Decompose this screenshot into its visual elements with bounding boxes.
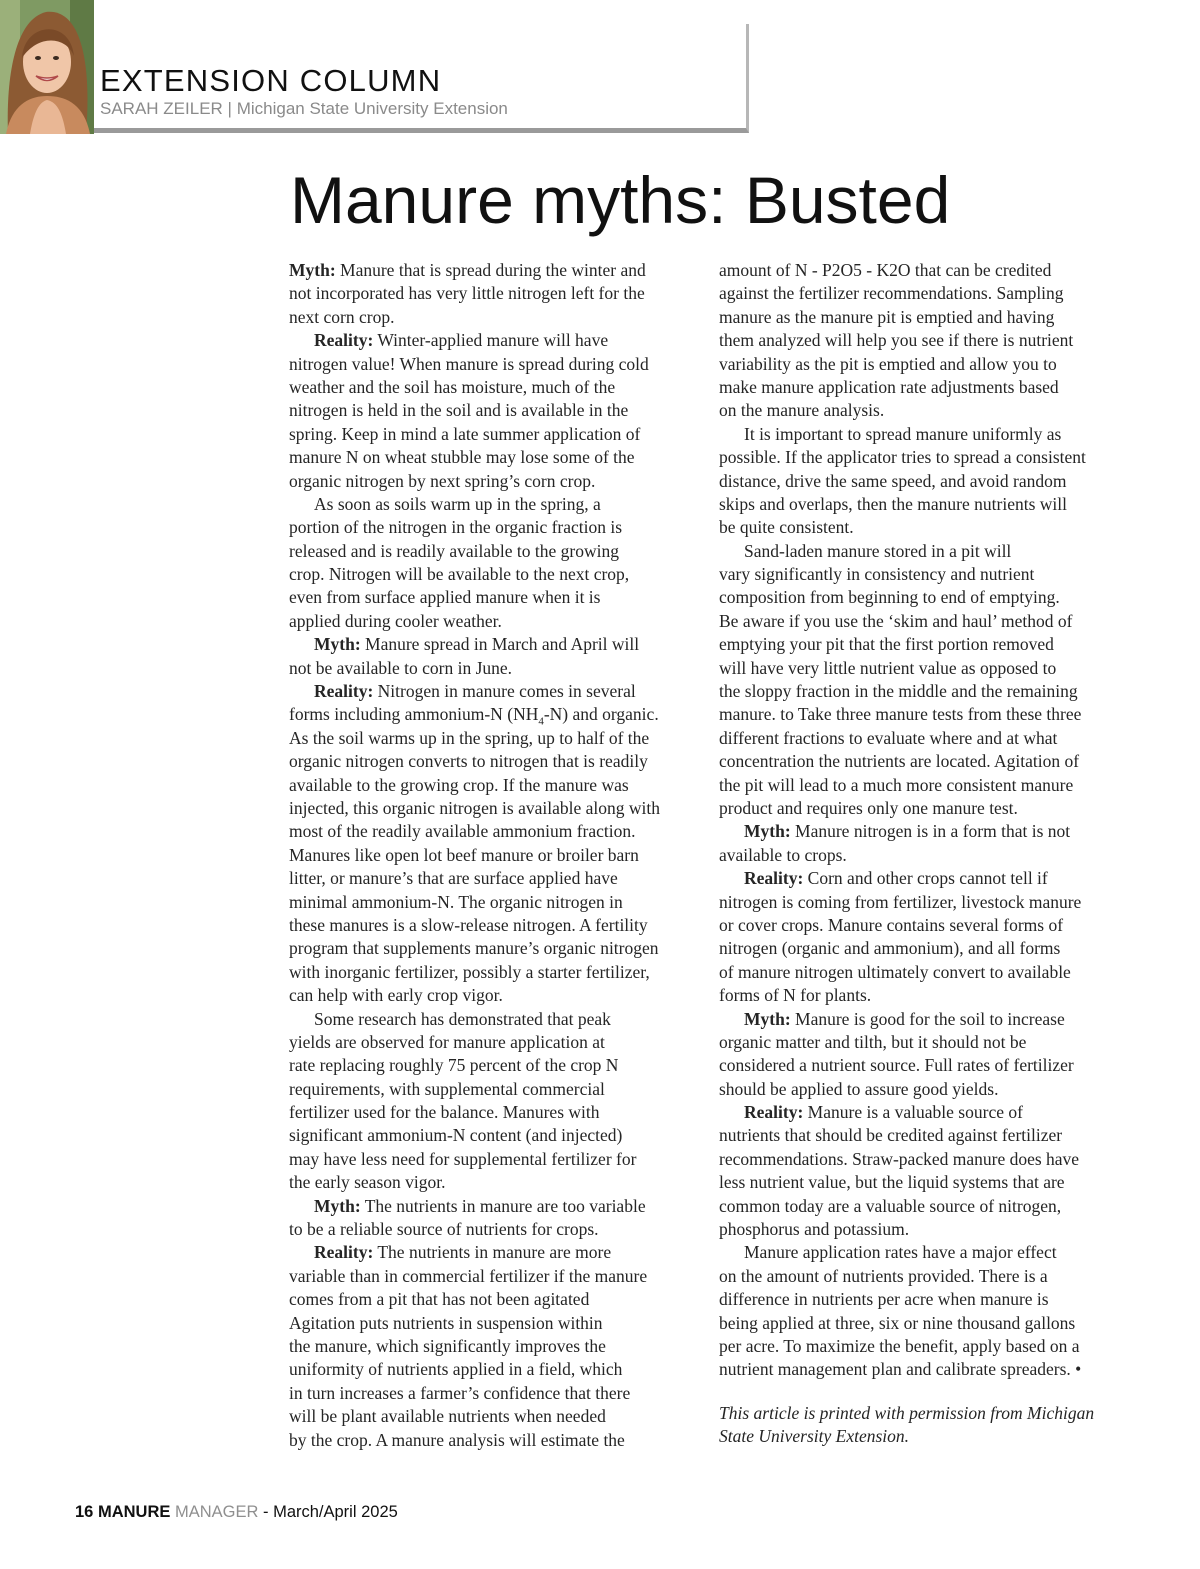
text-line bbox=[289, 820, 697, 843]
text-line bbox=[719, 282, 1129, 305]
text-line bbox=[289, 353, 697, 376]
line-text: released and is readily available to the growing bbox=[289, 540, 619, 561]
line-text: Nitrogen in manure comes in several bbox=[377, 681, 636, 702]
text-line bbox=[289, 1335, 697, 1358]
text-line bbox=[719, 727, 1129, 750]
text-line bbox=[719, 1195, 1129, 1218]
line-text: being applied at three, six or nine thousand gallons bbox=[719, 1312, 1076, 1333]
byline bbox=[100, 99, 508, 119]
text-line bbox=[289, 1288, 697, 1311]
text-line bbox=[719, 563, 1129, 586]
line-text: different fractions to evaluate where and at what bbox=[719, 727, 1058, 748]
line-text: As soon as soils warm up in the spring, a bbox=[314, 493, 601, 514]
line-text: It is important to spread manure uniformly as bbox=[744, 423, 1062, 444]
article-headline: Manure myths: Busted bbox=[290, 163, 951, 237]
text-line bbox=[719, 1358, 1129, 1381]
line-text: skips and overlaps, then the manure nutrients will bbox=[719, 493, 1067, 514]
text-line bbox=[719, 1148, 1129, 1171]
text-line bbox=[289, 891, 697, 914]
text-line bbox=[719, 1078, 1129, 1101]
myth-reality-label: Reality: bbox=[744, 868, 804, 889]
article-column-right bbox=[719, 259, 1129, 1449]
text-line bbox=[289, 399, 697, 422]
line-text: fertilizer used for the balance. Manures with bbox=[289, 1102, 600, 1123]
author-organization: Michigan State University Extension bbox=[236, 99, 508, 118]
line-text: The nutrients in manure are more bbox=[377, 1242, 612, 1263]
line-text: program that supplements manure’s organic nitrogen bbox=[289, 938, 659, 959]
line-text: Manure nitrogen is in a form that is not bbox=[795, 821, 1071, 842]
line-text: most of the readily available ammonium fraction. bbox=[289, 821, 636, 842]
magazine-name-light: MANAGER bbox=[174, 1503, 259, 1521]
text-line bbox=[719, 470, 1129, 493]
text-line bbox=[719, 306, 1129, 329]
line-text: available to crops. bbox=[719, 844, 847, 865]
spacer bbox=[719, 1382, 1129, 1402]
text-line bbox=[719, 1312, 1129, 1335]
line-text: common today are a valuable source of nitrogen, bbox=[719, 1195, 1062, 1216]
text-line bbox=[289, 306, 697, 329]
line-text: next corn crop. bbox=[289, 306, 395, 327]
line-text: litter, or manure’s that are surface applied have bbox=[289, 868, 618, 889]
line-text: nitrogen is coming from fertilizer, livestock manure bbox=[719, 891, 1082, 912]
text-line bbox=[719, 259, 1129, 282]
line-text: significant ammonium-N content (and injected) bbox=[289, 1125, 623, 1146]
myth-reality-label: Myth: bbox=[314, 634, 361, 655]
line-text: will be plant available nutrients when needed bbox=[289, 1406, 606, 1427]
line-text: nitrogen is held in the soil and is available in the bbox=[289, 400, 629, 421]
text-line bbox=[289, 1101, 697, 1124]
line-text: organic nitrogen by next spring’s corn crop. bbox=[289, 470, 596, 491]
line-text: possible. If the applicator tries to spread a consistent bbox=[719, 447, 1086, 468]
line-text: not incorporated has very little nitrogen left for the bbox=[289, 283, 645, 304]
line-text: on the amount of nutrients provided. There is a bbox=[719, 1265, 1048, 1286]
line-text-continued: -N) and organic. bbox=[543, 704, 659, 725]
text-line bbox=[719, 984, 1129, 1007]
line-text: these manures is a slow-release nitrogen. A fertility bbox=[289, 914, 648, 935]
line-text: Agitation puts nutrients in suspension within bbox=[289, 1312, 603, 1333]
line-text: applied during cooler weather. bbox=[289, 610, 502, 631]
line-text: composition from beginning to end of emptying. bbox=[719, 587, 1060, 608]
text-line bbox=[289, 516, 697, 539]
line-text: amount of N - P2O5 - K2O that can be credited bbox=[719, 260, 1052, 280]
line-text: variable than in commercial fertilizer if the manure bbox=[289, 1265, 648, 1286]
permission-credit: This article is printed with permission from Michigan bbox=[719, 1402, 1095, 1423]
text-line bbox=[289, 540, 697, 563]
magazine-name-bold: MANURE bbox=[97, 1503, 171, 1521]
text-line bbox=[719, 446, 1129, 469]
myth-reality-label: Myth: bbox=[289, 260, 336, 280]
myth-reality-label: Reality: bbox=[314, 330, 374, 351]
line-text: less nutrient value, but the liquid systems that are bbox=[719, 1172, 1065, 1193]
subscript: 4 bbox=[538, 715, 544, 728]
line-text: manure. to Take three manure tests from these three bbox=[719, 704, 1082, 725]
column-title: EXTENSION COLUMN bbox=[100, 63, 442, 98]
myth-reality-label: Reality: bbox=[744, 1102, 804, 1123]
text-line bbox=[719, 1335, 1129, 1358]
text-line bbox=[719, 820, 1129, 843]
line-text: manure as the manure pit is emptied and having bbox=[719, 306, 1055, 327]
line-text: rate replacing roughly 75 percent of the crop N bbox=[289, 1055, 619, 1076]
text-line bbox=[719, 516, 1129, 539]
line-text: Manures like open lot beef manure or broiler barn bbox=[289, 844, 639, 865]
text-line bbox=[289, 1218, 697, 1241]
text-line bbox=[719, 586, 1129, 609]
text-line bbox=[289, 1054, 697, 1077]
text-line bbox=[289, 797, 697, 820]
text-line bbox=[289, 914, 697, 937]
text-line bbox=[289, 937, 697, 960]
author-photo bbox=[0, 0, 94, 134]
text-line bbox=[719, 774, 1129, 797]
text-line bbox=[719, 610, 1129, 633]
line-text: Sand-laden manure stored in a pit will bbox=[744, 540, 1012, 561]
text-line bbox=[289, 610, 697, 633]
line-text: Some research has demonstrated that peak bbox=[314, 1008, 611, 1029]
article-column-left bbox=[289, 259, 697, 1452]
line-text: in turn increases a farmer’s confidence that there bbox=[289, 1382, 631, 1403]
text-line bbox=[289, 423, 697, 446]
line-text: portion of the nitrogen in the organic fraction is bbox=[289, 517, 623, 538]
text-line bbox=[289, 1358, 697, 1381]
line-text: Be aware if you use the ‘skim and haul’ method of bbox=[719, 610, 1073, 631]
line-text: forms including ammonium-N (NH bbox=[289, 704, 539, 725]
line-text: Manure is a valuable source of bbox=[807, 1102, 1023, 1123]
line-text: organic matter and tilth, but it should not be bbox=[719, 1031, 1027, 1052]
myth-reality-label: Myth: bbox=[744, 821, 791, 842]
line-text: considered a nutrient source. Full rates of fertilizer bbox=[719, 1055, 1074, 1076]
text-line bbox=[289, 1078, 697, 1101]
line-text: nitrogen (organic and ammonium), and all forms bbox=[719, 938, 1061, 959]
text-line bbox=[289, 1265, 697, 1288]
text-line bbox=[719, 376, 1129, 399]
line-text: nutrient management plan and calibrate spreaders. • bbox=[719, 1359, 1082, 1380]
line-text: spring. Keep in mind a late summer application of bbox=[289, 423, 641, 444]
text-line bbox=[289, 329, 697, 352]
line-text: organic nitrogen converts to nitrogen that is readily bbox=[289, 751, 648, 772]
line-text: the manure, which significantly improves the bbox=[289, 1335, 606, 1356]
text-line bbox=[289, 1382, 697, 1405]
text-line bbox=[289, 774, 697, 797]
line-text: against the fertilizer recommendations. Sampling bbox=[719, 283, 1064, 304]
myth-reality-label: Reality: bbox=[314, 681, 374, 702]
line-text: nutrients that should be credited against fertilizer bbox=[719, 1125, 1063, 1146]
line-text: emptying your pit that the first portion removed bbox=[719, 634, 1054, 655]
line-text: Winter-applied manure will have bbox=[377, 330, 609, 351]
line-text: As the soil warms up in the spring, up to half of the bbox=[289, 727, 650, 748]
text-line bbox=[719, 680, 1129, 703]
text-line bbox=[289, 1008, 697, 1031]
line-text: phosphorus and potassium. bbox=[719, 1219, 910, 1240]
line-text: available to the growing crop. If the manure was bbox=[289, 774, 629, 795]
line-text: the pit will lead to a much more consistent manure bbox=[719, 774, 1074, 795]
line-text: concentration the nutrients are located. Agitation of bbox=[719, 751, 1080, 772]
line-text: nitrogen value! When manure is spread during cold bbox=[289, 353, 649, 374]
text-line bbox=[719, 1241, 1129, 1264]
column-header bbox=[94, 24, 749, 133]
text-line bbox=[719, 1101, 1129, 1124]
line-text: requirements, with supplemental commercial bbox=[289, 1078, 605, 1099]
text-line bbox=[719, 1008, 1129, 1031]
text-line bbox=[719, 657, 1129, 680]
myth-reality-label: Reality: bbox=[314, 1242, 374, 1263]
text-line bbox=[719, 399, 1129, 422]
text-line bbox=[289, 259, 697, 282]
text-line bbox=[289, 680, 697, 703]
line-text: manure N on wheat stubble may lose some of the bbox=[289, 447, 635, 468]
text-line bbox=[719, 1031, 1129, 1054]
text-line bbox=[719, 867, 1129, 890]
text-line bbox=[719, 891, 1129, 914]
line-text: not be available to corn in June. bbox=[289, 657, 513, 678]
line-text: or cover crops. Manure contains several forms of bbox=[719, 914, 1064, 935]
text-line bbox=[719, 750, 1129, 773]
line-text: them analyzed will help you see if there is nutrient bbox=[719, 330, 1074, 351]
line-text: will have very little nutrient value as opposed to bbox=[719, 657, 1057, 678]
line-text: product and requires only one manure test. bbox=[719, 797, 1018, 818]
line-text: vary significantly in consistency and nutrient bbox=[719, 564, 1035, 585]
line-text: by the crop. A manure analysis will estimate the bbox=[289, 1429, 625, 1450]
line-text: the early season vigor. bbox=[289, 1172, 446, 1193]
line-text: crop. Nitrogen will be available to the next crop, bbox=[289, 564, 630, 585]
text-line bbox=[719, 540, 1129, 563]
line-text: with inorganic fertilizer, possibly a starter fertilizer, bbox=[289, 961, 650, 982]
text-line bbox=[719, 353, 1129, 376]
text-line bbox=[719, 493, 1129, 516]
line-text: to be a reliable source of nutrients for crops. bbox=[289, 1219, 599, 1240]
line-text: comes from a pit that has not been agitated bbox=[289, 1289, 590, 1310]
text-line bbox=[719, 1265, 1129, 1288]
text-line bbox=[719, 1171, 1129, 1194]
page-number: 16 bbox=[75, 1503, 94, 1521]
text-line bbox=[719, 703, 1129, 726]
text-line bbox=[719, 1054, 1129, 1077]
text-line bbox=[289, 1031, 697, 1054]
text-line bbox=[289, 1312, 697, 1335]
text-line bbox=[289, 727, 697, 750]
line-text: make manure application rate adjustments based bbox=[719, 376, 1059, 397]
text-line bbox=[289, 282, 697, 305]
text-line bbox=[289, 563, 697, 586]
text-line bbox=[719, 423, 1129, 446]
author-portrait-icon bbox=[0, 0, 94, 134]
text-line bbox=[289, 703, 697, 726]
line-text: per acre. To maximize the benefit, apply based on a bbox=[719, 1335, 1080, 1356]
text-line bbox=[719, 914, 1129, 937]
line-text: the sloppy fraction in the middle and the remaining bbox=[719, 681, 1078, 702]
line-text: can help with early crop vigor. bbox=[289, 985, 503, 1006]
issue-date: - March/April 2025 bbox=[263, 1503, 398, 1521]
line-text: Manure that is spread during the winter and bbox=[340, 260, 646, 280]
text-line bbox=[719, 844, 1129, 867]
text-line bbox=[289, 750, 697, 773]
text-line bbox=[289, 867, 697, 890]
line-text: Manure is good for the soil to increase bbox=[795, 1008, 1065, 1029]
line-text: even from surface applied manure when it is bbox=[289, 587, 601, 608]
text-line bbox=[719, 329, 1129, 352]
line-text: uniformity of nutrients applied in a field, which bbox=[289, 1359, 623, 1380]
text-line bbox=[289, 1405, 697, 1428]
text-line bbox=[719, 633, 1129, 656]
byline-separator: | bbox=[227, 99, 232, 118]
line-text: may have less need for supplemental fertilizer for bbox=[289, 1148, 637, 1169]
text-line bbox=[289, 961, 697, 984]
line-text: Corn and other crops cannot tell if bbox=[807, 868, 1048, 889]
text-line bbox=[719, 961, 1129, 984]
text-line bbox=[289, 493, 697, 516]
text-line bbox=[289, 1195, 697, 1218]
text-line bbox=[289, 470, 697, 493]
line-text: weather and the soil has moisture, much of the bbox=[289, 376, 616, 397]
line-text: injected, this organic nitrogen is available along with bbox=[289, 797, 660, 818]
line-text: distance, drive the same speed, and avoid random bbox=[719, 470, 1067, 491]
text-line bbox=[289, 657, 697, 680]
permission-credit: State University Extension. bbox=[719, 1426, 910, 1447]
myth-reality-label: Myth: bbox=[744, 1008, 791, 1029]
line-text: on the manure analysis. bbox=[719, 400, 885, 421]
line-text: minimal ammonium-N. The organic nitrogen in bbox=[289, 891, 623, 912]
text-line bbox=[289, 844, 697, 867]
text-line bbox=[719, 797, 1129, 820]
text-line bbox=[719, 1288, 1129, 1311]
line-text: difference in nutrients per acre when manure is bbox=[719, 1289, 1049, 1310]
text-line bbox=[289, 633, 697, 656]
line-text: Manure application rates have a major effect bbox=[744, 1242, 1057, 1263]
line-text: The nutrients in manure are too variable bbox=[364, 1195, 646, 1216]
line-text: variability as the pit is emptied and allow you to bbox=[719, 353, 1057, 374]
text-line bbox=[289, 984, 697, 1007]
line-text: Manure spread in March and April will bbox=[365, 634, 640, 655]
line-text: of manure nitrogen ultimately convert to available bbox=[719, 961, 1071, 982]
text-line bbox=[719, 1218, 1129, 1241]
text-line bbox=[289, 446, 697, 469]
line-text: yields are observed for manure application at bbox=[289, 1031, 605, 1052]
text-line bbox=[289, 376, 697, 399]
text-line bbox=[719, 1124, 1129, 1147]
line-text: be quite consistent. bbox=[719, 517, 854, 538]
text-line bbox=[719, 937, 1129, 960]
author-name: SARAH ZEILER bbox=[100, 99, 223, 118]
line-text: forms of N for plants. bbox=[719, 985, 872, 1006]
line-text: should be applied to assure good yields. bbox=[719, 1078, 999, 1099]
page-footer bbox=[75, 1503, 398, 1522]
text-line bbox=[289, 586, 697, 609]
text-line bbox=[289, 1241, 697, 1264]
line-text: recommendations. Straw-packed manure does have bbox=[719, 1148, 1080, 1169]
text-line bbox=[289, 1124, 697, 1147]
text-line bbox=[289, 1148, 697, 1171]
myth-reality-label: Myth: bbox=[314, 1195, 361, 1216]
text-line bbox=[289, 1171, 697, 1194]
text-line bbox=[289, 1429, 697, 1452]
